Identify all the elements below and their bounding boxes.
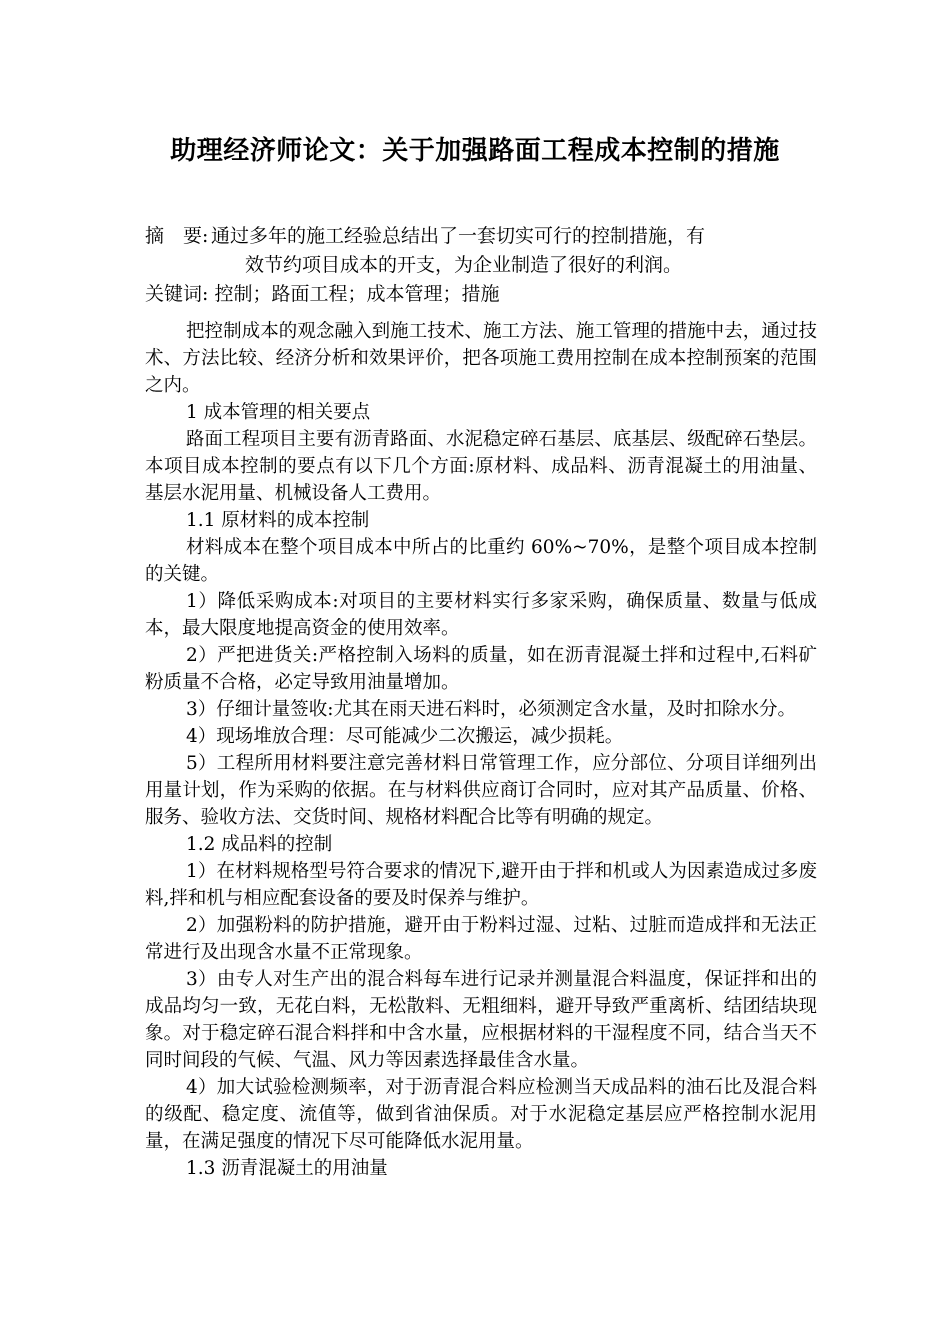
abstract-block bbox=[145, 222, 825, 309]
keywords-text: 控制；路面工程；成本管理；措施 bbox=[214, 283, 500, 305]
document-title: 助理经济师论文：关于加强路面工程成本控制的措施 bbox=[170, 136, 780, 166]
section-heading: 1.2 成品料的控制 bbox=[186, 834, 333, 855]
abstract-text-2: 效节约项目成本的开支，为企业制造了很好的利润。 bbox=[245, 254, 683, 276]
paragraph: 1）在材料规格型号符合要求的情况下,避开由于拌和机或人为因素造成过多废料,拌和机与相应配套设备的要及时保养与维护。 bbox=[145, 861, 817, 909]
keywords-line bbox=[145, 280, 825, 309]
paragraph: 5）工程所用材料要注意完善材料日常管理工作，应分部位、分项目详细列出用量计划，作为采购的依据。在与材料供应商订合同时，应对其产品质量、价格、服务、验收方法、交货时间、规格材料配合比等有明确的规定。 bbox=[145, 753, 817, 828]
paragraph: 材料成本在整个项目成本中所占的比重约 60%~70%，是整个项目成本控制的关键。 bbox=[145, 537, 817, 585]
paragraph: 把控制成本的观念融入到施工技术、施工方法、施工管理的措施中去，通过技术、方法比较、经济分析和效果评价，把各项施工费用控制在成本控制预案的范围之内。 bbox=[145, 321, 817, 396]
document-body bbox=[145, 318, 817, 1182]
section-heading: 1.3 沥青混凝土的用油量 bbox=[186, 1158, 388, 1179]
section-heading: 1 成本管理的相关要点 bbox=[186, 402, 371, 423]
paragraph: 3）由专人对生产出的混合料每车进行记录并测量混合料温度，保证拌和出的成品均匀一致，无花白料，无松散料、无粗细料，避开导致严重离析、结团结块现象。对于稳定碎石混合料拌和中含水量，应根据材料的干湿程度不同，结合当天不同时间段的气候、气温、风力等因素选择最佳含水量。 bbox=[145, 969, 817, 1071]
keywords-label: 关键词: bbox=[145, 283, 209, 305]
abstract-label: 摘 要: bbox=[145, 225, 209, 247]
section-heading: 1.1 原材料的成本控制 bbox=[186, 510, 370, 531]
paragraph: 2）严把进货关:严格控制入场料的质量，如在沥青混凝土拌和过程中,石料矿粉质量不合格，必定导致用油量增加。 bbox=[145, 645, 817, 693]
paragraph: 4）现场堆放合理：尽可能减少二次搬运，减少损耗。 bbox=[186, 726, 624, 747]
paragraph: 4）加大试验检测频率，对于沥青混合料应检测当天成品料的油石比及混合料的级配、稳定度、流值等，做到省油保质。对于水泥稳定基层应严格控制水泥用量，在满足强度的情况下尽可能降低水泥用量。 bbox=[145, 1077, 817, 1152]
paragraph: 3）仔细计量签收:尤其在雨天进石料时，必须测定含水量，及时扣除水分。 bbox=[186, 699, 797, 720]
abstract-line-1 bbox=[145, 222, 825, 251]
paragraph: 1）降低采购成本:对项目的主要材料实行多家采购，确保质量、数量与低成本，最大限度地提高资金的使用效率。 bbox=[145, 591, 817, 639]
paragraph: 2）加强粉料的防护措施，避开由于粉料过湿、过粘、过脏而造成拌和无法正常进行及出现含水量不正常现象。 bbox=[145, 915, 817, 963]
paragraph: 路面工程项目主要有沥青路面、水泥稳定碎石基层、底基层、级配碎石垫层。本项目成本控制的要点有以下几个方面:原材料、成品料、沥青混凝土的用油量、基层水泥用量、机械设备人工费用。 bbox=[145, 429, 817, 504]
abstract-text-1: 通过多年的施工经验总结出了一套切实可行的控制措施，有 bbox=[211, 225, 706, 247]
